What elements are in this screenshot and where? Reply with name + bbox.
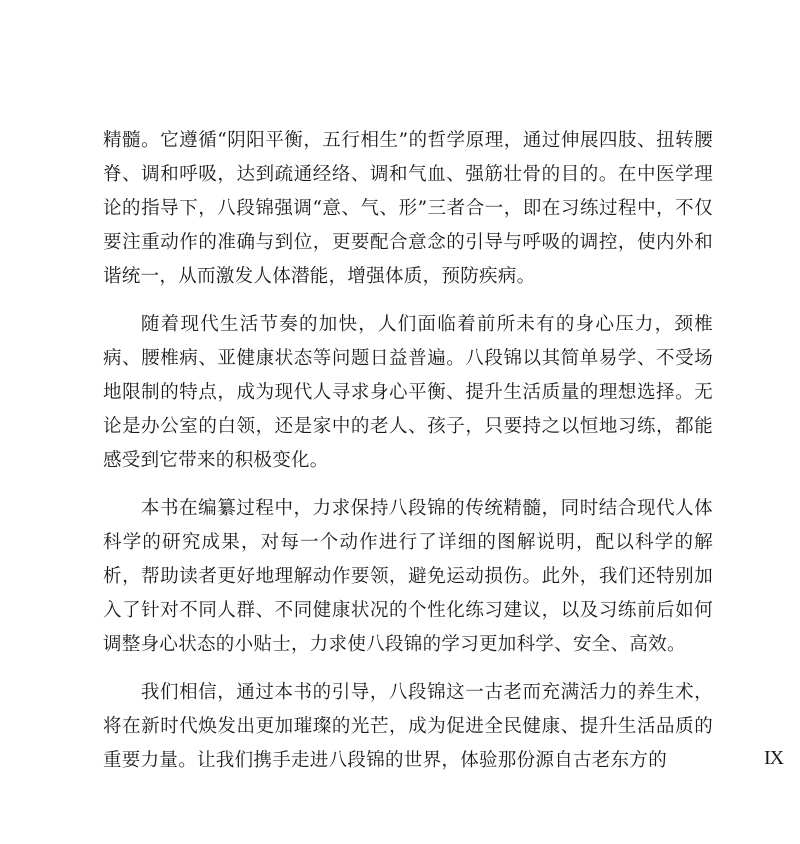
paragraph-4: 我们相信，通过本书的引导，八段锦这一古老而充满活力的养生术，将在新时代焕发出更加璀璨的光芒，成为促进全民健康、提升生活品质的重要力量。让我们携手走进八段锦的世界，体验那份源自古老东方的 [103,682,713,771]
paragraph-3: 本书在编纂过程中，力求保持八段锦的传统精髓，同时结合现代人体科学的研究成果，对每一个动作进行了详细的图解说明，配以科学的解析，帮助读者更好地理解动作要领，避免运动损伤。此外，我们还特别加入了针对不同人群、不同健康状况的个性化练习建议，以及习练前后如何调整身心状态的小贴士，力求使八段锦的学习更加科学、安全、高效。 [103,498,713,655]
page-number: IX [764,747,784,769]
paragraph-2: 随着现代生活节奏的加快，人们面临着前所未有的身心压力，颈椎病、腰椎病、亚健康状态等问题日益普遍。八段锦以其简单易学、不受场地限制的特点，成为现代人寻求身心平衡、提升生活质量的理想选择。无论是办公室的白领，还是家中的老人、孩子，只要持之以恒地习练，都能感受到它带来的积极变化。 [103,314,713,471]
body-text [103,124,713,778]
paragraph-1: 精髓。它遵循“阴阳平衡，五行相生”的哲学原理，通过伸展四肢、扭转腰脊、调和呼吸，达到疏通经络、调和气血、强筋壮骨的目的。在中医学理论的指导下，八段锦强调“意、气、形”三者合一，即在习练过程中，不仅要注重动作的准确与到位，更要配合意念的引导与呼吸的调控，使内外和谐统一，从而激发人体潜能，增强体质，预防疾病。 [103,130,713,287]
